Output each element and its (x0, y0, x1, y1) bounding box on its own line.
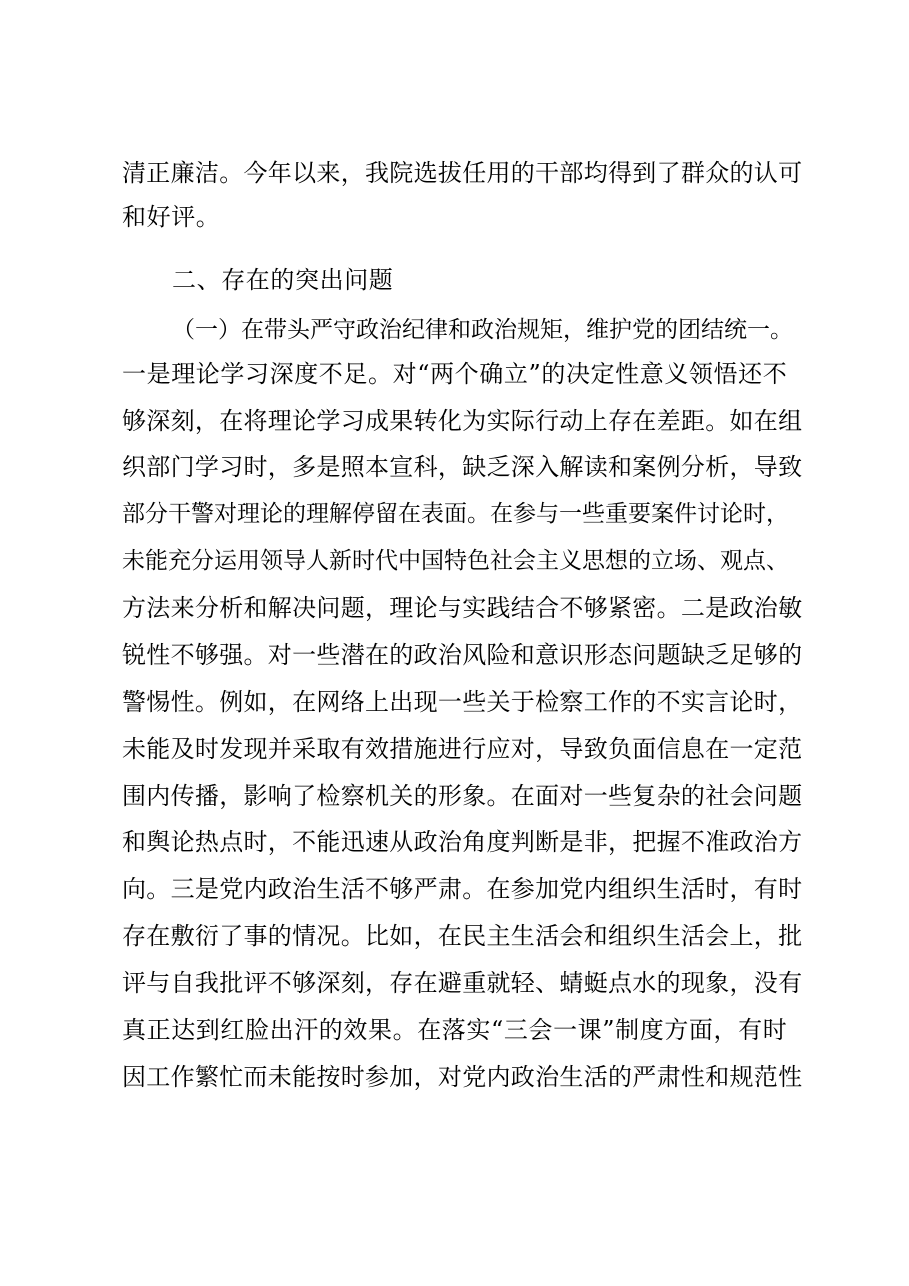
subsection-heading: （一）在带头严守政治纪律和政治规矩，维护党的团结统一。 (172, 317, 793, 343)
body-text-line: 向。三是党内政治生活不够严肃。在参加党内组织生活时，有时 (122, 875, 803, 903)
body-text-line: 和好评。 (122, 203, 221, 231)
body-text-line: 存在敷衍了事的情况。比如，在民主生活会和组织生活会上，批 (122, 922, 803, 950)
body-text-line: 围内传播，影响了检察机关的形象。在面对一些复杂的社会问题 (122, 782, 803, 810)
body-text-line: 和舆论热点时，不能迅速从政治角度判断是非，把握不准政治方 (122, 828, 803, 856)
body-text-line: 因工作繁忙而未能按时参加，对党内政治生活的严肃性和规范性 (122, 1063, 803, 1091)
body-text-line: 方法来分析和解决问题，理论与实践结合不够紧密。二是政治敏 (122, 594, 803, 622)
body-text-line: 警惕性。例如，在网络上出现一些关于检察工作的不实言论时， (122, 688, 803, 716)
body-text-line: 一是理论学习深度不足。对“两个确立”的决定性意义领悟还不 (122, 360, 788, 388)
body-text-line: 够深刻，在将理论学习成果转化为实际行动上存在差距。如在组 (122, 407, 803, 435)
body-text-line: 清正廉洁。今年以来，我院选拔任用的干部均得到了群众的认可 (122, 159, 803, 187)
body-text-line: 织部门学习时，多是照本宣科，缺乏深入解读和案例分析，导致 (122, 453, 803, 481)
body-text-line: 真正达到红脸出汗的效果。在落实“三会一课”制度方面，有时 (122, 1016, 788, 1044)
body-text-line: 部分干警对理论的理解停留在表面。在参与一些重要案件讨论时， (122, 501, 789, 527)
body-text-line: 未能及时发现并采取有效措施进行应对，导致负面信息在一定范 (122, 735, 803, 763)
body-text-line: 锐性不够强。对一些潜在的政治风险和意识形态问题缺乏足够的 (122, 641, 803, 669)
body-text-line: 评与自我批评不够深刻，存在避重就轻、蜻蜓点水的现象，没有 (122, 969, 803, 997)
body-text-line: 未能充分运用领导人新时代中国特色社会主义思想的立场、观点、 (122, 548, 789, 574)
section-heading: 二、存在的突出问题 (172, 266, 394, 294)
